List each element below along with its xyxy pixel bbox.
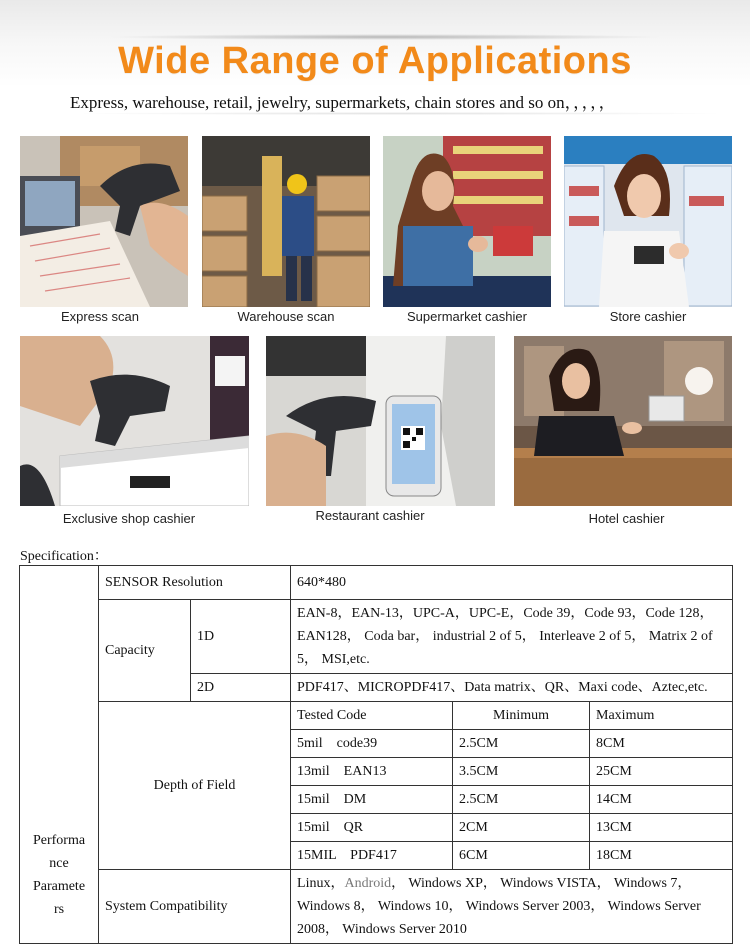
dof-max: 13CM: [590, 814, 733, 842]
sensor-resolution-label: SENSOR Resolution: [99, 566, 291, 600]
caption-express-scan: Express scan: [60, 309, 140, 324]
group-line: rs: [53, 902, 65, 917]
dof-header-code: Tested Code: [291, 702, 453, 730]
caption-hotel-cashier: Hotel cashier: [588, 511, 665, 526]
compat-text: ， Windows XP， Windows VISTA， Windows 7， Windows 8， Windows 10， Windows Server 2003， Windows Server 2008， Windows Server 2010: [297, 876, 701, 937]
caption-supermarket-cashier: Supermarket cashier: [407, 309, 527, 324]
dof-code: 15MIL PDF417: [291, 842, 453, 870]
capacity-2d-value: PDF417、MICROPDF417、Data matrix、QR、Maxi code、Aztec,etc.: [291, 674, 733, 702]
group-line: Paramete: [32, 879, 86, 894]
hotel-cashier-photo: [514, 336, 732, 506]
capacity-1d-value: EAN-8，EAN-13，UPC-A，UPC-E，Code 39，Code 93，Code 128，EAN128， Coda bar， industrial 2 of 5， Interleave 2 of 5， Matrix 2 of 5， MSI,etc.: [291, 600, 733, 674]
dof-max: 18CM: [590, 842, 733, 870]
specification-label: Specification：: [20, 549, 108, 564]
dof-code: 5mil code39: [291, 730, 453, 758]
dof-min: 2.5CM: [453, 786, 590, 814]
performance-parameters-cell: [20, 566, 99, 944]
capacity-label: Capacity: [99, 600, 191, 702]
caption-restaurant-cashier: Restaurant cashier: [315, 508, 425, 523]
dof-min: 6CM: [453, 842, 590, 870]
dof-code: 15mil QR: [291, 814, 453, 842]
page-title: Wide Range of Applications: [118, 40, 632, 82]
exclusive-shop-cashier-photo: [20, 336, 249, 506]
dof-code: 13mil EAN13: [291, 758, 453, 786]
table-row: [20, 870, 733, 944]
dof-max: 14CM: [590, 786, 733, 814]
group-line: nce: [49, 856, 69, 871]
capacity-2d-label: 2D: [191, 674, 291, 702]
depth-of-field-label: Depth of Field: [99, 702, 291, 870]
page-subtitle: Express, warehouse, retail, jewelry, supermarkets, chain stores and so on，，，，，: [70, 93, 616, 112]
caption-warehouse-scan: Warehouse scan: [237, 309, 335, 324]
compat-text: Linux，: [297, 876, 345, 891]
dof-min: 3.5CM: [453, 758, 590, 786]
dof-min: 2.5CM: [453, 730, 590, 758]
caption-store-cashier: Store cashier: [609, 309, 687, 324]
caption-exclusive-shop-cashier: Exclusive shop cashier: [62, 511, 196, 526]
capacity-1d-label: 1D: [191, 600, 291, 674]
dof-header-min: Minimum: [453, 702, 590, 730]
dof-max: 8CM: [590, 730, 733, 758]
group-line: Performa: [32, 833, 86, 848]
dof-min: 2CM: [453, 814, 590, 842]
system-compatibility-value: [291, 870, 733, 944]
table-row: [20, 600, 733, 674]
dof-code: 15mil DM: [291, 786, 453, 814]
express-scan-photo: [20, 136, 188, 307]
restaurant-cashier-photo: [266, 336, 495, 506]
compat-android: Android: [344, 876, 392, 891]
specification-table: [19, 565, 733, 944]
subtitle-divider: [70, 112, 730, 115]
dof-header-max: Maximum: [590, 702, 733, 730]
warehouse-scan-photo: [202, 136, 370, 307]
supermarket-cashier-photo: [383, 136, 551, 307]
dof-max: 25CM: [590, 758, 733, 786]
sensor-resolution-value: 640*480: [291, 566, 733, 600]
table-row: [20, 702, 733, 730]
store-cashier-photo: [564, 136, 732, 307]
table-row: [20, 566, 733, 600]
system-compatibility-label: System Compatibility: [99, 870, 291, 944]
